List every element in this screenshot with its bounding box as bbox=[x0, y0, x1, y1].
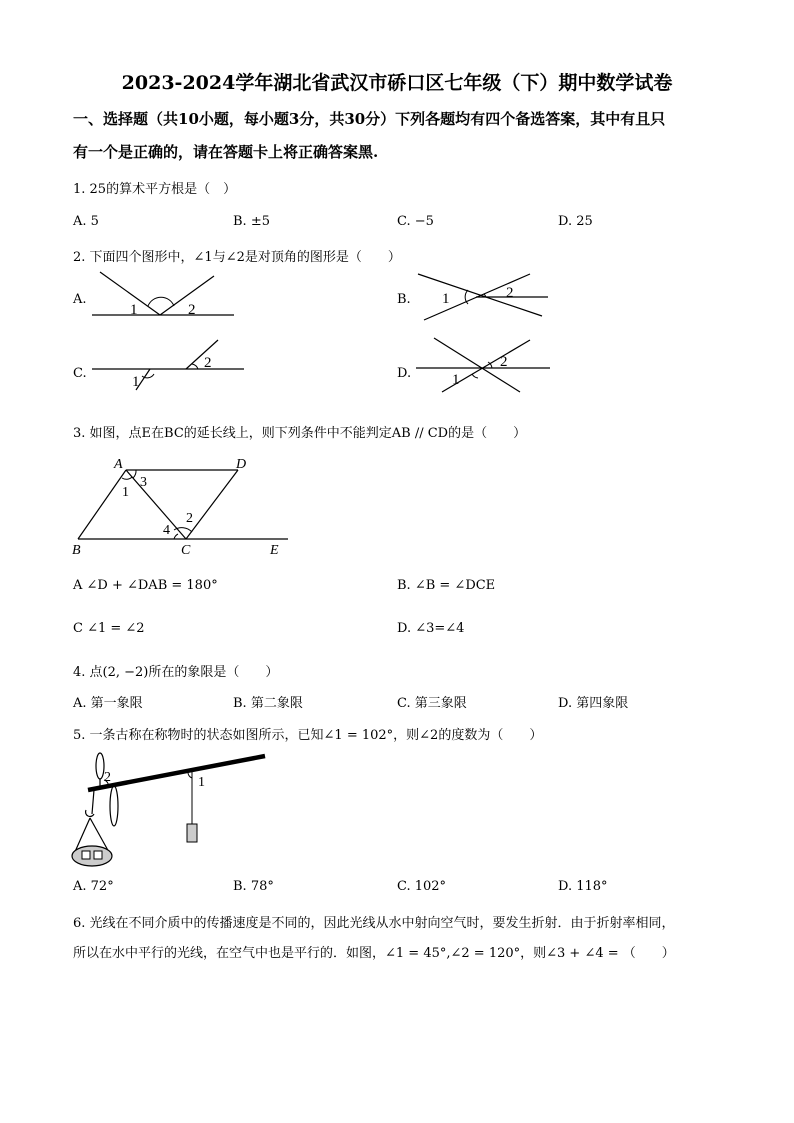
q3-label-e: E bbox=[270, 543, 279, 558]
q6-stem-line2: 所以在水中平行的光线，在空气中也是平行的．如图，∠1 = 45°,∠2 = 120°，则∠3 + ∠4 = （ ） bbox=[73, 946, 675, 961]
q3-stem: 3. 如图，点E在BC的延长线上，则下列条件中不能判定AB // CD的是（ ） bbox=[73, 426, 527, 441]
q2c-angle-2: 2 bbox=[204, 355, 212, 371]
q2-figure-c bbox=[88, 338, 248, 394]
q2-stem: 2. 下面四个图形中，∠1与∠2是对顶角的图形是（ ） bbox=[73, 250, 401, 265]
q5-option-d: D. 118° bbox=[558, 879, 608, 894]
q3-option-b: B. ∠B = ∠DCE bbox=[397, 578, 496, 593]
q1-option-d: D. 25 bbox=[558, 214, 593, 229]
section-instructions-line2: 有一个是正确的，请在答题卡上将正确答案黑. bbox=[73, 143, 379, 161]
q5-option-b: B. 78° bbox=[233, 879, 274, 894]
q2d-angle-1: 1 bbox=[452, 372, 460, 388]
q2a-angle-1: 1 bbox=[130, 302, 138, 318]
q2a-angle-2: 2 bbox=[188, 302, 196, 318]
q2b-angle-2: 2 bbox=[506, 285, 514, 301]
q4-option-a: A. 第一象限 bbox=[73, 696, 143, 711]
q3-option-c: C ∠1 = ∠2 bbox=[73, 621, 145, 636]
q5-option-c: C. 102° bbox=[397, 879, 447, 894]
q4-stem: 4. 点(2, −2)所在的象限是（ ） bbox=[73, 665, 279, 680]
q3-label-c: C bbox=[181, 543, 191, 558]
q6-stem-line1: 6. 光线在不同介质中的传播速度是不同的，因此光线从水中射向空气时，要发生折射．由于折射率相同， bbox=[73, 916, 675, 931]
q5-angle-2: 2 bbox=[104, 770, 111, 785]
section-instructions-line1: 一、选择题（共10小题，每小题3分，共30分）下列各题均有四个备选答案，其中有且只 bbox=[73, 110, 666, 128]
q1-stem: 1. 25的算术平方根是（ ） bbox=[73, 182, 237, 197]
q3-angle-1: 1 bbox=[122, 485, 129, 500]
q2-option-c: C. bbox=[73, 366, 87, 381]
q2d-angle-2: 2 bbox=[500, 354, 508, 370]
q3-angle-3: 3 bbox=[140, 475, 147, 490]
q5-angle-1: 1 bbox=[198, 775, 205, 790]
q2-figure-d bbox=[412, 334, 554, 394]
q2-figure-a bbox=[88, 268, 248, 326]
q3-label-b: B bbox=[72, 543, 81, 558]
q4-option-c: C. 第三象限 bbox=[397, 696, 467, 711]
q3-angle-4: 4 bbox=[163, 523, 170, 538]
q5-option-a: A. 72° bbox=[73, 879, 114, 894]
q4-option-b: B. 第二象限 bbox=[233, 696, 303, 711]
q5-steelyard-figure bbox=[68, 748, 273, 872]
q3-label-a: A bbox=[114, 457, 123, 472]
q3-option-a: A ∠D + ∠DAB = 180° bbox=[73, 578, 218, 593]
q3-angle-2: 2 bbox=[186, 511, 193, 526]
q1-option-a: A. 5 bbox=[73, 214, 99, 229]
q3-figure bbox=[66, 450, 296, 560]
q5-stem: 5. 一条古称在称物时的状态如图所示，已知∠1 = 102°，则∠2的度数为（ ） bbox=[73, 728, 543, 743]
q4-option-d: D. 第四象限 bbox=[558, 696, 629, 711]
q2b-angle-1: 1 bbox=[442, 291, 450, 307]
q2-option-b: B. bbox=[397, 292, 411, 307]
q3-option-d: D. ∠3=∠4 bbox=[397, 621, 465, 636]
q2-figure-b bbox=[412, 268, 562, 326]
q1-option-c: C. −5 bbox=[397, 214, 434, 229]
q2-option-d: D. bbox=[397, 366, 412, 381]
exam-title: 2023-2024学年湖北省武汉市硚口区七年级（下）期中数学试卷 bbox=[121, 72, 673, 94]
q2c-angle-1: 1 bbox=[132, 374, 140, 390]
q1-option-b: B. ±5 bbox=[233, 214, 270, 229]
q2-option-a: A. bbox=[73, 292, 87, 307]
q3-label-d: D bbox=[236, 457, 247, 472]
